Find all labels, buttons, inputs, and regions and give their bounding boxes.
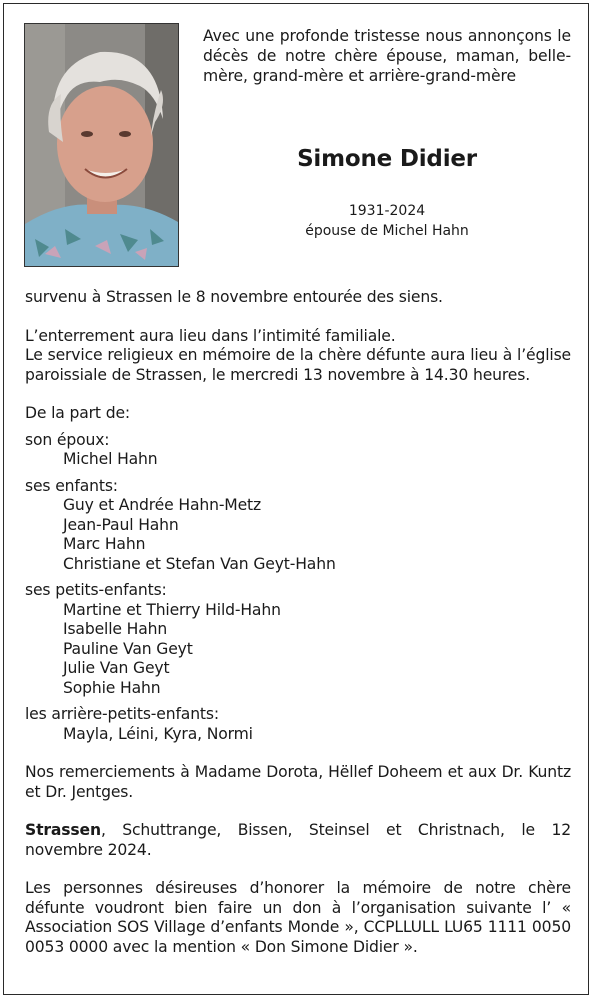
spouse-line: épouse de Michel Hahn (305, 223, 469, 239)
family-member: Pauline Van Geyt (63, 639, 193, 658)
family-member: Isabelle Hahn (63, 620, 168, 638)
donation-text: Les personnes désireuses d’honorer la mémoire de notre chère défunte voudront bien faire un don à l’organisation suivante l’ « Association SOS Village d’enfants Monde », CCPLLULL LU65 1111 0050 0053 0000 avec la mention « Don Simone Didier ». (25, 879, 571, 956)
family-member: Julie Van Geyt (63, 659, 170, 677)
family-member: Christiane et Stefan Van Geyt-Hahn (63, 554, 336, 573)
portrait-photo (24, 23, 179, 267)
family-label: ses petits-enfants: (25, 581, 167, 599)
life-years: 1931-2024 (348, 203, 426, 219)
family-label: les arrière-petits-enfants: (25, 705, 219, 723)
place-name: Strassen (25, 821, 101, 839)
from-label: De la part de: (25, 404, 130, 422)
death-line: survenu à Strassen le 8 novembre entourée des siens. (25, 288, 443, 306)
family-member: Jean-Paul Hahn (63, 515, 179, 534)
funeral-line-1: L’enterrement aura lieu dans l’intimité familiale. (25, 326, 396, 345)
family-member: Marc Hahn (63, 535, 146, 553)
notice-body (25, 288, 571, 957)
thanks-text: Nos remerciements à Madame Dorota, Hëllef Doheem et aux Dr. Kuntz et Dr. Jentges. (25, 763, 571, 801)
family-label: son époux: (25, 430, 110, 449)
place-date-rest: , Schuttrange, Bissen, Steinsel et Christnach, le 12 novembre 2024. (25, 821, 571, 859)
family-member: Sophie Hahn (63, 678, 161, 697)
intro-text: Avec une profonde tristesse nous annonçons le décès de notre chère épouse, maman, belle-mère, grand-mère et arrière-grand-mère (203, 27, 571, 85)
funeral-line-2: Le service religieux en mémoire de la chère défunte aura lieu à l’église paroissiale de Strassen, le mercredi 13 novembre à 14.30 heures. (25, 346, 571, 384)
family-member: Martine et Thierry Hild-Hahn (63, 600, 281, 619)
deceased-name: Simone Didier (297, 146, 477, 172)
family-member: Michel Hahn (63, 450, 158, 468)
family-member: Mayla, Léini, Kyra, Normi (63, 724, 253, 743)
family-member: Guy et Andrée Hahn-Metz (63, 496, 262, 514)
place-date-line (25, 821, 571, 860)
family-label: ses enfants: (25, 476, 118, 495)
